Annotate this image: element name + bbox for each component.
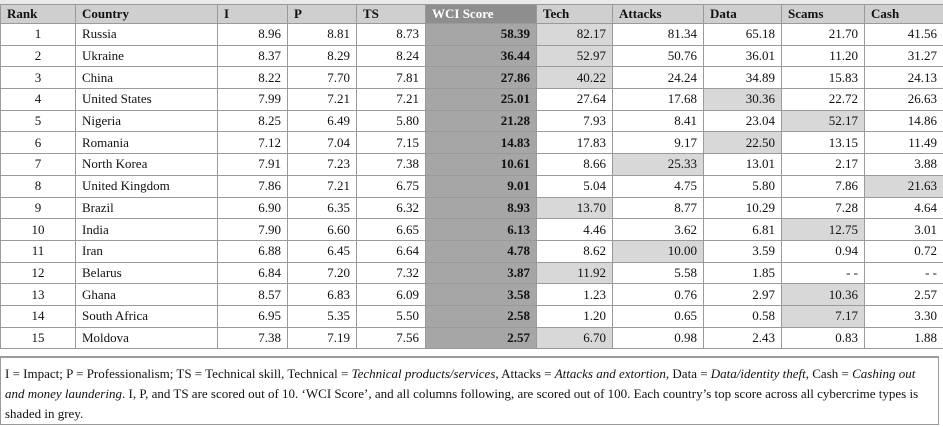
cell-attacks: 24.24 — [613, 67, 704, 89]
cell-impact: 7.99 — [218, 89, 288, 111]
table-row — [1, 305, 943, 327]
cell-country: India — [76, 219, 218, 241]
cell-technical-skill: 8.24 — [357, 45, 426, 67]
cell-data: 13.01 — [704, 154, 782, 176]
cell-cash: 3.30 — [865, 305, 943, 327]
cell-wci-score: 10.61 — [426, 154, 537, 176]
cell-rank: 1 — [1, 24, 76, 46]
cell-rank: 13 — [1, 284, 76, 306]
cell-professionalism: 6.49 — [288, 110, 357, 132]
cell-tech: 8.66 — [537, 154, 613, 176]
cell-professionalism: 7.04 — [288, 132, 357, 154]
cell-technical-skill: 6.09 — [357, 284, 426, 306]
cell-wci-score: 9.01 — [426, 175, 537, 197]
footnote-data-term: Data/identity theft — [710, 366, 806, 381]
cell-cash: 14.86 — [865, 110, 943, 132]
cell-impact: 7.90 — [218, 219, 288, 241]
column-header-impact[interactable]: I — [218, 5, 288, 24]
column-header-technical-skill[interactable]: TS — [357, 5, 426, 24]
table-row — [1, 67, 943, 89]
cell-technical-skill: 8.73 — [357, 24, 426, 46]
cell-impact: 7.12 — [218, 132, 288, 154]
cell-data: 2.97 — [704, 284, 782, 306]
cell-country: Russia — [76, 24, 218, 46]
column-header-country[interactable]: Country — [76, 5, 218, 24]
column-header-scams[interactable]: Scams — [782, 5, 865, 24]
cell-country: Iran — [76, 240, 218, 262]
cell-country: Nigeria — [76, 110, 218, 132]
cell-impact: 6.88 — [218, 240, 288, 262]
cell-data: 3.59 — [704, 240, 782, 262]
cell-country: Ghana — [76, 284, 218, 306]
cell-scams: 13.15 — [782, 132, 865, 154]
table-row — [1, 154, 943, 176]
cell-rank: 2 — [1, 45, 76, 67]
cell-attacks: 0.76 — [613, 284, 704, 306]
cell-data: 0.58 — [704, 305, 782, 327]
cell-attacks: 8.77 — [613, 197, 704, 219]
cell-wci-score: 4.78 — [426, 240, 537, 262]
cell-rank: 8 — [1, 175, 76, 197]
cell-wci-score: 2.57 — [426, 327, 537, 349]
cell-professionalism: 6.83 — [288, 284, 357, 306]
cell-wci-score: 36.44 — [426, 45, 537, 67]
cell-cash: 0.72 — [865, 240, 943, 262]
table-row — [1, 284, 943, 306]
cell-cash: 2.57 — [865, 284, 943, 306]
table-row — [1, 240, 943, 262]
cell-technical-skill: 5.80 — [357, 110, 426, 132]
cell-rank: 7 — [1, 154, 76, 176]
cell-rank: 3 — [1, 67, 76, 89]
cell-professionalism: 7.21 — [288, 175, 357, 197]
cell-tech: 27.64 — [537, 89, 613, 111]
cell-wci-score: 6.13 — [426, 219, 537, 241]
cell-data: 1.85 — [704, 262, 782, 284]
cell-country: China — [76, 67, 218, 89]
cell-country: Brazil — [76, 197, 218, 219]
column-header-cash[interactable]: Cash — [865, 5, 943, 24]
cell-technical-skill: 7.15 — [357, 132, 426, 154]
cell-attacks: 81.34 — [613, 24, 704, 46]
cell-professionalism: 6.45 — [288, 240, 357, 262]
table-row — [1, 219, 943, 241]
cell-country: North Korea — [76, 154, 218, 176]
cell-impact: 7.86 — [218, 175, 288, 197]
cell-impact: 8.25 — [218, 110, 288, 132]
cell-tech: 8.62 — [537, 240, 613, 262]
cell-attacks: 5.58 — [613, 262, 704, 284]
cell-attacks: 9.17 — [613, 132, 704, 154]
cell-impact: 7.38 — [218, 327, 288, 349]
cell-tech: 82.17 — [537, 24, 613, 46]
column-header-wci-score[interactable]: WCI Score — [426, 5, 537, 24]
cell-wci-score: 14.83 — [426, 132, 537, 154]
column-header-attacks[interactable]: Attacks — [613, 5, 704, 24]
cell-professionalism: 7.19 — [288, 327, 357, 349]
footnote-cash-term: Cashing out and money laundering — [5, 366, 916, 401]
cell-wci-score: 25.01 — [426, 89, 537, 111]
table-row — [1, 327, 943, 349]
cell-tech: 1.20 — [537, 305, 613, 327]
cell-wci-score: 3.87 — [426, 262, 537, 284]
cell-technical-skill: 5.50 — [357, 305, 426, 327]
cell-country: Belarus — [76, 262, 218, 284]
cell-country: Ukraine — [76, 45, 218, 67]
column-header-tech[interactable]: Tech — [537, 5, 613, 24]
cell-technical-skill: 6.64 — [357, 240, 426, 262]
cell-impact: 8.57 — [218, 284, 288, 306]
cell-cash: 3.01 — [865, 219, 943, 241]
header-row — [1, 5, 943, 24]
cell-cash: - - — [865, 262, 943, 284]
cell-technical-skill: 6.32 — [357, 197, 426, 219]
cell-rank: 6 — [1, 132, 76, 154]
cell-professionalism: 8.29 — [288, 45, 357, 67]
cell-data: 30.36 — [704, 89, 782, 111]
cell-tech: 52.97 — [537, 45, 613, 67]
cell-technical-skill: 7.81 — [357, 67, 426, 89]
cell-tech: 17.83 — [537, 132, 613, 154]
cell-scams: 10.36 — [782, 284, 865, 306]
cell-wci-score: 21.28 — [426, 110, 537, 132]
cell-scams: 11.20 — [782, 45, 865, 67]
cell-attacks: 10.00 — [613, 240, 704, 262]
cell-country: South Africa — [76, 305, 218, 327]
cell-cash: 3.88 — [865, 154, 943, 176]
footnote-text: , Data = — [665, 366, 711, 381]
cell-professionalism: 5.35 — [288, 305, 357, 327]
cell-scams: 22.72 — [782, 89, 865, 111]
cell-wci-score: 3.58 — [426, 284, 537, 306]
footnote-text: , Cash = — [805, 366, 853, 381]
cell-professionalism: 6.60 — [288, 219, 357, 241]
cell-technical-skill: 7.56 — [357, 327, 426, 349]
cell-technical-skill: 6.65 — [357, 219, 426, 241]
cell-impact: 6.90 — [218, 197, 288, 219]
cell-country: United States — [76, 89, 218, 111]
table-row — [1, 24, 943, 46]
cell-impact: 8.37 — [218, 45, 288, 67]
cell-professionalism: 7.23 — [288, 154, 357, 176]
cell-attacks: 3.62 — [613, 219, 704, 241]
cell-wci-score: 2.58 — [426, 305, 537, 327]
cell-data: 6.81 — [704, 219, 782, 241]
cell-country: Moldova — [76, 327, 218, 349]
cell-rank: 15 — [1, 327, 76, 349]
cell-professionalism: 8.81 — [288, 24, 357, 46]
cell-cash: 24.13 — [865, 67, 943, 89]
table-row — [1, 89, 943, 111]
column-header-data[interactable]: Data — [704, 5, 782, 24]
cell-country: Romania — [76, 132, 218, 154]
wci-rankings-table — [0, 4, 943, 349]
table-row — [1, 45, 943, 67]
cell-data: 23.04 — [704, 110, 782, 132]
column-header-professionalism[interactable]: P — [288, 5, 357, 24]
cell-tech: 13.70 — [537, 197, 613, 219]
cell-attacks: 0.98 — [613, 327, 704, 349]
cell-professionalism: 6.35 — [288, 197, 357, 219]
table-row — [1, 132, 943, 154]
cell-cash: 1.88 — [865, 327, 943, 349]
cell-cash: 31.27 — [865, 45, 943, 67]
cell-rank: 12 — [1, 262, 76, 284]
cell-scams: 12.75 — [782, 219, 865, 241]
table-row — [1, 262, 943, 284]
cell-rank: 14 — [1, 305, 76, 327]
cell-tech: 11.92 — [537, 262, 613, 284]
cell-wci-score: 8.93 — [426, 197, 537, 219]
cell-attacks: 17.68 — [613, 89, 704, 111]
cell-tech: 40.22 — [537, 67, 613, 89]
cell-scams: 7.28 — [782, 197, 865, 219]
cell-rank: 4 — [1, 89, 76, 111]
cell-scams: 15.83 — [782, 67, 865, 89]
cell-attacks: 50.76 — [613, 45, 704, 67]
cell-data: 10.29 — [704, 197, 782, 219]
cell-data: 34.89 — [704, 67, 782, 89]
cell-data: 36.01 — [704, 45, 782, 67]
cell-tech: 1.23 — [537, 284, 613, 306]
cell-professionalism: 7.70 — [288, 67, 357, 89]
cell-scams: - - — [782, 262, 865, 284]
cell-impact: 7.91 — [218, 154, 288, 176]
cell-wci-score: 58.39 — [426, 24, 537, 46]
footnote-text: , Attacks = — [495, 366, 555, 381]
cell-scams: 7.86 — [782, 175, 865, 197]
cell-attacks: 8.41 — [613, 110, 704, 132]
cell-tech: 7.93 — [537, 110, 613, 132]
cell-professionalism: 7.21 — [288, 89, 357, 111]
cell-attacks: 0.65 — [613, 305, 704, 327]
cell-data: 65.18 — [704, 24, 782, 46]
table-row — [1, 197, 943, 219]
cell-rank: 9 — [1, 197, 76, 219]
cell-rank: 10 — [1, 219, 76, 241]
cell-country: United Kingdom — [76, 175, 218, 197]
footnote-text: I = Impact; P = Professionalism; TS = Technical skill, Technical = — [5, 366, 352, 381]
cell-impact: 8.22 — [218, 67, 288, 89]
cell-scams: 0.94 — [782, 240, 865, 262]
cell-technical-skill: 7.21 — [357, 89, 426, 111]
table-footnote — [0, 356, 939, 425]
cell-technical-skill: 7.32 — [357, 262, 426, 284]
footnote-text: . I, P, and TS are scored out of 10. ‘WCI Score’, and all columns following, are scored out of 100. Each country’s top score across all cybercrime types is shaded in grey. — [5, 386, 919, 421]
cell-attacks: 25.33 — [613, 154, 704, 176]
table-row — [1, 110, 943, 132]
cell-wci-score: 27.86 — [426, 67, 537, 89]
cell-impact: 8.96 — [218, 24, 288, 46]
cell-scams: 2.17 — [782, 154, 865, 176]
cell-rank: 5 — [1, 110, 76, 132]
cell-impact: 6.84 — [218, 262, 288, 284]
cell-scams: 21.70 — [782, 24, 865, 46]
footnote-tech-term: Technical products/services — [351, 366, 496, 381]
cell-technical-skill: 7.38 — [357, 154, 426, 176]
cell-cash: 21.63 — [865, 175, 943, 197]
cell-scams: 7.17 — [782, 305, 865, 327]
cell-professionalism: 7.20 — [288, 262, 357, 284]
cell-attacks: 4.75 — [613, 175, 704, 197]
cell-impact: 6.95 — [218, 305, 288, 327]
cell-scams: 0.83 — [782, 327, 865, 349]
cell-data: 22.50 — [704, 132, 782, 154]
cell-scams: 52.17 — [782, 110, 865, 132]
cell-cash: 26.63 — [865, 89, 943, 111]
table-row — [1, 175, 943, 197]
cell-technical-skill: 6.75 — [357, 175, 426, 197]
cell-rank: 11 — [1, 240, 76, 262]
cell-tech: 6.70 — [537, 327, 613, 349]
cell-data: 2.43 — [704, 327, 782, 349]
footnote-attacks-term: Attacks and extortion — [554, 366, 666, 381]
cell-cash: 4.64 — [865, 197, 943, 219]
cell-cash: 41.56 — [865, 24, 943, 46]
cell-cash: 11.49 — [865, 132, 943, 154]
cell-tech: 4.46 — [537, 219, 613, 241]
cell-tech: 5.04 — [537, 175, 613, 197]
column-header-rank[interactable]: Rank — [1, 5, 76, 24]
cell-data: 5.80 — [704, 175, 782, 197]
table-body — [1, 24, 943, 349]
